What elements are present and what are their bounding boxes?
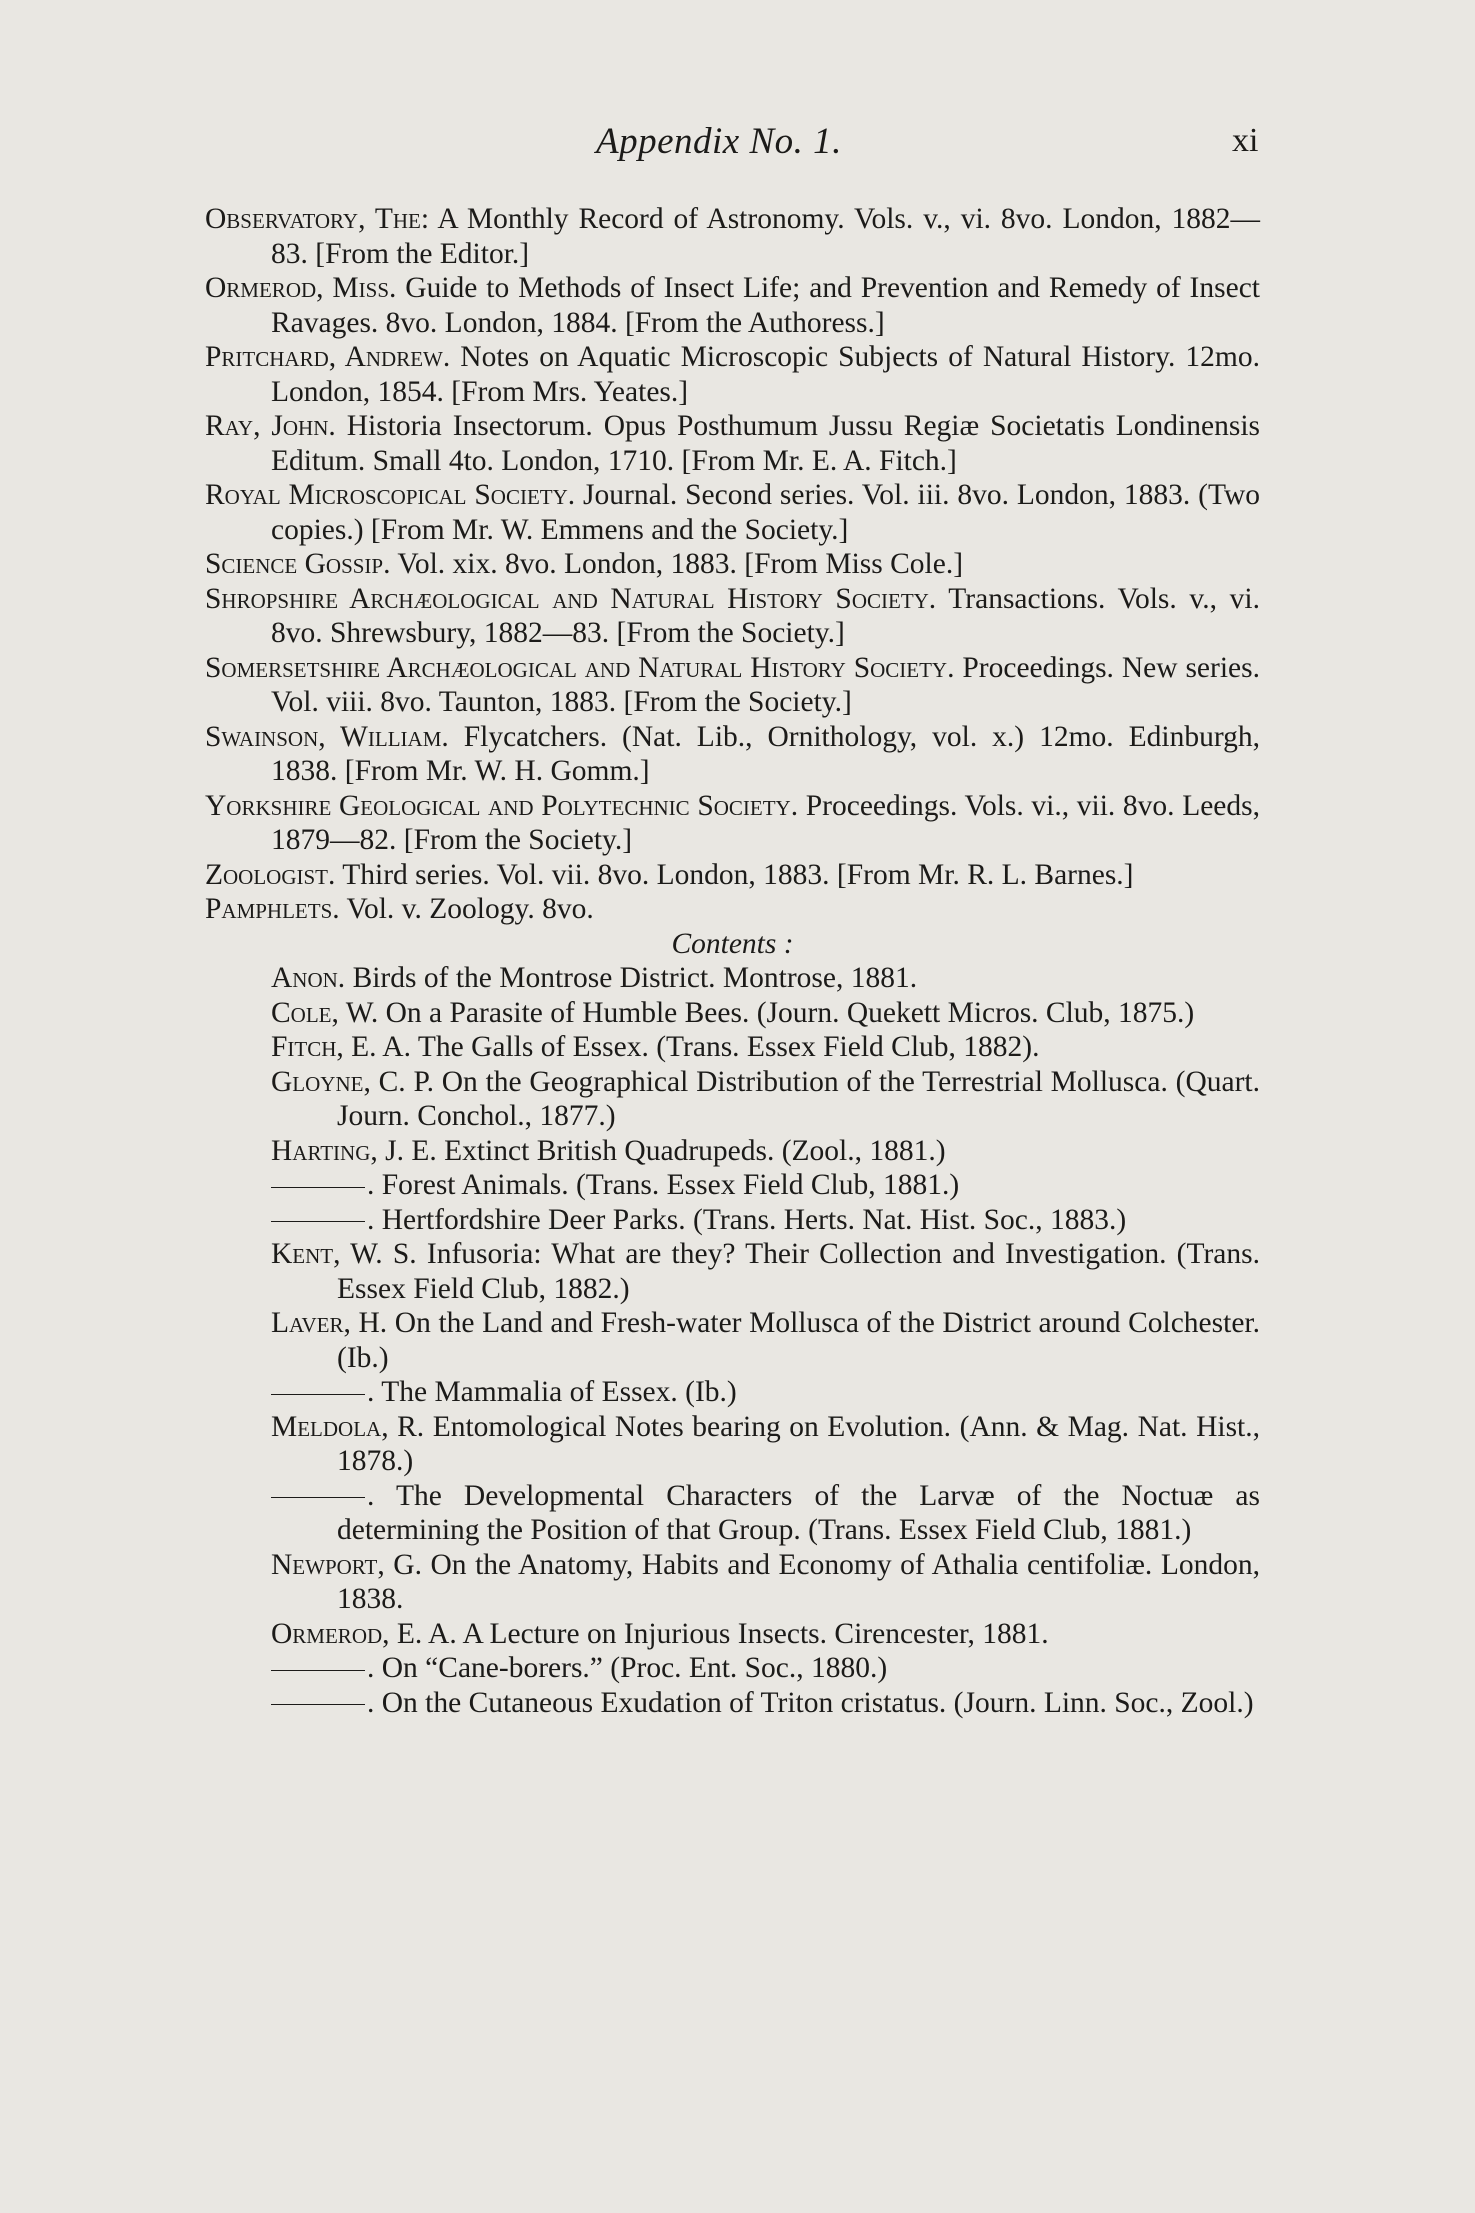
- author-name: Cole, W.: [271, 996, 379, 1029]
- author-name: Laver, H.: [271, 1307, 388, 1339]
- pamphlet-text: . Hertfordshire Deer Parks. (Trans. Herts. Nat. Hist. Soc., 1883.): [367, 1203, 1127, 1236]
- author-name: Kent, W. S.: [271, 1238, 417, 1270]
- pamphlet-entry: [205, 1168, 1260, 1203]
- entry-name: Yorkshire Geological and Polytechnic Society.: [205, 789, 799, 822]
- author-name: Anon.: [271, 962, 346, 994]
- entry-name: Observatory, The: [205, 203, 421, 235]
- pamphlet-text: On the Land and Fresh-water Mollusca of the District around Colchester. (Ib.): [337, 1307, 1260, 1374]
- entry-text: Proceedings. Vols. vi., vii. 8vo. Leeds, 1879—82. [From the Society.]: [271, 789, 1261, 856]
- ditto-rule: [271, 1704, 365, 1705]
- pamphlet-text: . The Mammalia of Essex. (Ib.): [367, 1376, 737, 1408]
- pamphlet-entry: [205, 1065, 1260, 1134]
- pamphlet-entry: [205, 1686, 1260, 1721]
- pamphlet-text: Birds of the Montrose District. Montrose, 1881.: [345, 962, 918, 994]
- pamphlet-entry: [205, 1237, 1260, 1306]
- pamphlet-text: The Galls of Essex. (Trans. Essex Field Club, 1882).: [410, 1031, 1040, 1063]
- ditto-rule: [271, 1221, 365, 1222]
- pamphlet-entry: [205, 1617, 1260, 1652]
- pamphlet-text: Infusoria: What are they? Their Collection and Investigation. (Trans. Essex Field Club, 1882.): [337, 1238, 1260, 1305]
- ditto-rule: [271, 1670, 365, 1671]
- catalogue-entry: [205, 582, 1260, 651]
- entry-text: Proceedings. New series. Vol. viii. 8vo. Taunton, 1883. [From the Society.]: [271, 651, 1260, 718]
- pamphlet-entry: [205, 1203, 1260, 1238]
- author-name: Meldola, R.: [271, 1410, 425, 1443]
- pamphlet-entry: [205, 1375, 1260, 1410]
- catalogue-entry: [205, 340, 1260, 409]
- pamphlet-text: . On “Cane-borers.” (Proc. Ent. Soc., 1880.): [367, 1652, 888, 1684]
- catalogue-entry: [205, 720, 1260, 789]
- catalogue-entry: [205, 271, 1260, 340]
- pamphlet-entry: [205, 1410, 1260, 1479]
- pamphlet-entry: [205, 1548, 1260, 1617]
- entry-name: Somersetshire Archæological and Natural History Society.: [205, 651, 955, 684]
- entry-name: Science Gossip.: [205, 548, 391, 580]
- entry-name: Shropshire Archæological and Natural History Society.: [205, 582, 937, 615]
- ditto-rule: [271, 1394, 365, 1395]
- entry-name: Ray, John.: [205, 410, 336, 442]
- pamphlet-text: On the Geographical Distribution of the Terrestrial Mollusca. (Quart. Journ. Conchol., 1877.): [337, 1065, 1260, 1132]
- entry-text: Guide to Methods of Insect Life; and Prevention and Remedy of Insect Ravages. 8vo. London, 1884. [From the Authoress.]: [271, 272, 1260, 339]
- entry-text: Historia Insectorum. Opus Posthumum Jussu Regiæ Societatis Londinensis Editum. Small 4to. London, 1710. [From Mr. E. A. Fitch.]: [271, 410, 1260, 477]
- author-name: Fitch, E. A.: [271, 1031, 411, 1063]
- contents-heading: Contents :: [671, 927, 794, 960]
- pamphlet-entry: [205, 1306, 1260, 1375]
- pamphlet-entry: [205, 1479, 1260, 1548]
- entry-text: Vol. v. Zoology. 8vo.: [339, 893, 594, 925]
- pamphlet-entry: [205, 1134, 1260, 1169]
- catalogue-entry: [205, 409, 1260, 478]
- entry-text: Journal. Second series. Vol. iii. 8vo. London, 1883. (Two copies.) [From Mr. W. Emmens and the Society.]: [271, 479, 1260, 546]
- running-header: [0, 120, 1475, 180]
- running-title: Appendix No. 1.: [596, 121, 842, 162]
- catalogue-entry: [205, 547, 1260, 582]
- entry-text: Vol. xix. 8vo. London, 1883. [From Miss Cole.]: [390, 548, 964, 580]
- entry-text: Flycatchers. (Nat. Lib., Ornithology, vol. x.) 12mo. Edinburgh, 1838. [From Mr. W. H. Gomm.]: [271, 720, 1260, 787]
- page-number: xi: [1232, 122, 1259, 159]
- pamphlet-text: A Lecture on Injurious Insects. Cirencester, 1881.: [456, 1617, 1049, 1650]
- pamphlet-entry: [205, 1030, 1260, 1065]
- catalogue-entry: [205, 202, 1260, 271]
- pamphlet-text: On the Anatomy, Habits and Economy of Athalia centifoliæ. London, 1838.: [337, 1548, 1260, 1615]
- pamphlet-entry: [205, 996, 1260, 1031]
- author-name: Gloyne, C. P.: [271, 1065, 434, 1098]
- pamphlet-text: . Forest Animals. (Trans. Essex Field Club, 1881.): [367, 1169, 960, 1201]
- pamphlet-entry: [205, 961, 1260, 996]
- author-name: Newport, G.: [271, 1548, 422, 1581]
- ditto-rule: [271, 1497, 365, 1498]
- catalogue-entry: [205, 478, 1260, 547]
- entry-name: Pamphlets.: [205, 893, 340, 925]
- author-name: Ormerod, E. A.: [271, 1617, 457, 1650]
- pamphlet-text: . On the Cutaneous Exudation of Triton cristatus. (Journ. Linn. Soc., Zool.): [367, 1686, 1254, 1719]
- entry-name: Pritchard, Andrew.: [205, 341, 451, 373]
- pamphlet-text: Extinct British Quadrupeds. (Zool., 1881.): [436, 1134, 946, 1167]
- catalogue-entry: [205, 892, 1260, 927]
- entry-name: Zoologist.: [205, 858, 336, 891]
- catalogue-entry: [205, 789, 1260, 858]
- pamphlet-text: . The Developmental Characters of the Larvæ of the Noctuæ as determining the Position of that Group. (Trans. Essex Field Club, 1881.): [337, 1479, 1260, 1546]
- pamphlet-text: On a Parasite of Humble Bees. (Journ. Quekett Micros. Club, 1875.): [378, 996, 1195, 1029]
- catalogue-entry: [205, 858, 1260, 893]
- entry-name: Ormerod, Miss.: [205, 272, 397, 304]
- entry-name: Royal Microscopical Society.: [205, 479, 576, 511]
- pamphlet-entry: [205, 1651, 1260, 1686]
- pamphlet-text: Entomological Notes bearing on Evolution. (Ann. & Mag. Nat. Hist., 1878.): [337, 1410, 1260, 1477]
- catalogue-list: [205, 202, 1260, 1720]
- entry-text: Notes on Aquatic Microscopic Subjects of Natural History. 12mo. London, 1854. [From Mrs. Yeates.]: [271, 341, 1260, 408]
- entry-name: Swainson, William.: [205, 720, 449, 753]
- entry-text: Third series. Vol. vii. 8vo. London, 1883. [From Mr. R. L. Barnes.]: [335, 858, 1134, 891]
- catalogue-entry: [205, 651, 1260, 720]
- author-name: Harting, J. E.: [271, 1134, 437, 1167]
- entry-text: : A Monthly Record of Astronomy. Vols. v., vi. 8vo. London, 1882—83. [From the Editor.]: [271, 203, 1261, 270]
- entry-text: Transactions. Vols. v., vi. 8vo. Shrewsbury, 1882—83. [From the Society.]: [271, 582, 1260, 649]
- ditto-rule: [271, 1187, 365, 1188]
